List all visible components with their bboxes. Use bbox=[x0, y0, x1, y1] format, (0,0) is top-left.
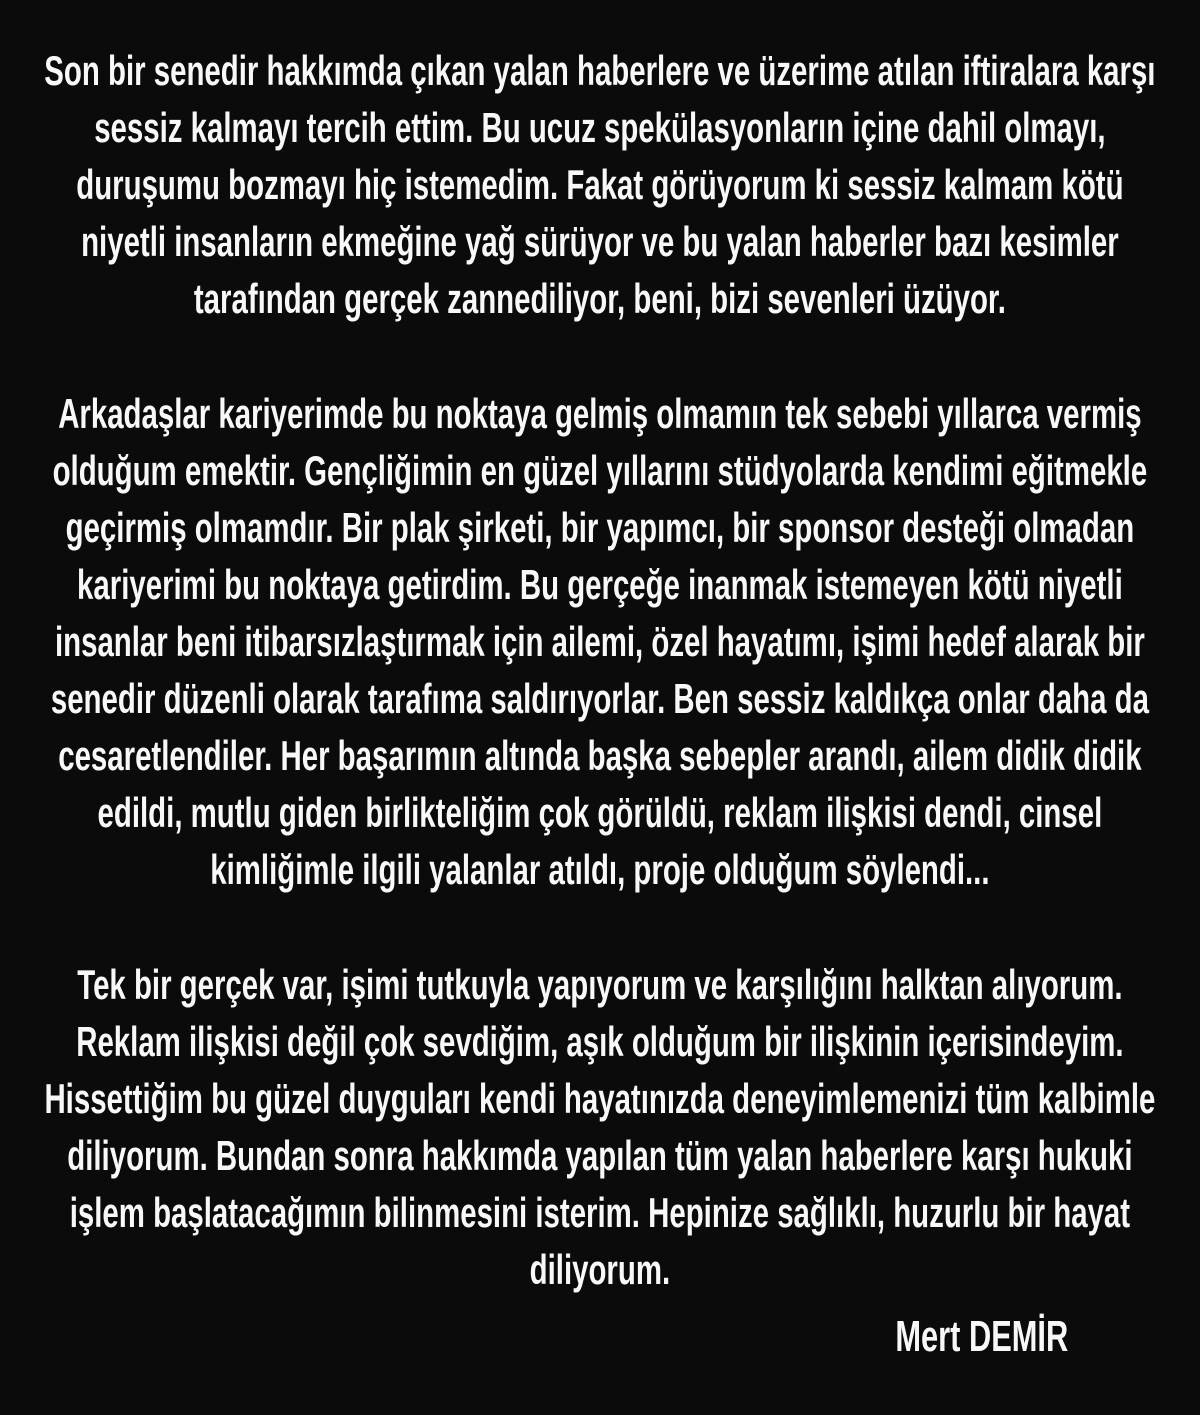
signature: Mert DEMİR bbox=[895, 1312, 1069, 1361]
statement-paragraph-3: Tek bir gerçek var, işimi tutkuyla yapıyorum ve karşılığını halktan alıyorum. Reklam ilişkisi değil çok sevdiğim, aşık olduğum bir ilişkinin içerisindeyim. Hissettiğim bu güzel duyguları kendi hayatınızda deneyimlemenizi tüm kalbimle diliyorum. Bundan sonra hakkımda yapılan tüm yalan haberlere karşı hukuki işlem başlatacağımın bilinmesini isterim. Hepinize sağlıklı, huzurlu bir hayat diliyorum. bbox=[44, 961, 1156, 1293]
statement-paragraph-2: Arkadaşlar kariyerimde bu noktaya gelmiş olmamın tek sebebi yıllarca vermiş olduğum emektir. Gençliğimin en güzel yıllarını stüdyolarda kendimi eğitmekle geçirmiş olmamdır. Bir plak şirketi, bir yapımcı, bir sponsor desteği olmadan kariyerimi bu noktaya getirdim. Bu gerçeğe inanmak istemeyen kötü niyetli insanlar beni itibarsızlaştırmak için ailemi, özel hayatımı, işimi hedef alarak bir senedir düzenli olarak tarafıma saldırıyorlar. Ben sessiz kaldıkça onlar daha da cesaretlendiler. Her başarımın altında başka sebepler arandı, ailem didik didik edildi, mutlu giden birlikteliğim çok görüldü, reklam ilişkisi dendi, cinsel kimliğimle ilgili yalanlar atıldı, proje olduğum söylendi... bbox=[50, 390, 1149, 893]
statement-paragraph-1: Son bir senedir hakkımda çıkan yalan haberlere ve üzerime atılan iftiralara karşı sessiz kalmayı tercih ettim. Bu ucuz spekülasyonların içine dahil olmayı, duruşumu bozmayı hiç istemedim. Fakat görüyorum ki sessiz kalmam kötü niyetli insanların ekmeğine yağ sürüyor ve bu yalan haberler bazı kesimler tarafından gerçek zannediliyor, beni, bizi sevenleri üzüyor. bbox=[44, 47, 1156, 322]
